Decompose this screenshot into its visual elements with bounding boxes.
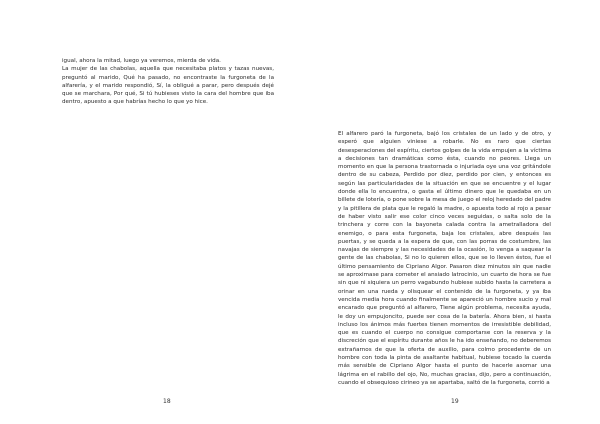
page-number: 18 [163,398,171,405]
paragraph: igual, ahora la mitad, luego ya veremos, mierda de vida. [62,58,221,64]
paragraph: La mujer de las chabolas, aquella que necesitaba platos y tazas nuevas, preguntó al marido, Qué ha pasado, no encontraste la furgoneta de la alfarería, y el marido respondió, Sí, la obligué a parar, pero después dejé que se marchara, Por qué, Si tú hubieses visto la cara del hombre que iba dentro, apuesto a que habrías hecho lo que yo hice. [62,66,274,106]
page-number: 19 [451,398,459,405]
right-page-text [338,130,551,387]
right-page [300,0,600,424]
paragraph: El alfarero paró la furgoneta, bajó los cristales de un lado y de otro, y esperó que alguien viniese a robarle. No es raro que ciertas desesperaciones del espíritu, ciertos golpes de la vida empujen a la víctima a decisiones tan dramáticas como ésta, cuando no peores. Llega un momento en que la persona trastornada o injuriada oye una voz gritándole dentro de su cabeza, Perdido por diez, perdido por cien, y entonces es según las particularidades de la situación en que se encuentre y el lugar donde ella lo encuentra, o gasta el último dinero que le quedaba en un billete de lotería, o pone sobre la mesa de juego el reloj heredado del padre y la pitillera de plata que le regaló la madre, o apuesta todo al rojo a pesar de haber visto salir ese color cinco veces seguidas, o salta solo de la trinchera y corre con la bayoneta calada contra la ametralladora del enemigo, o para esta furgoneta, baja los cristales, abre después las puertas, y se queda a la espera de que, con las porras de costumbre, las navajas de siempre y las necesidades de la ocasión, lo venga a saquear la gente de las chabolas, Si no lo quieren ellos, que se lo lleven éstos, fue el último pensamiento de Cipriano Algor. Pasaron diez minutos sin que nadie se aproximase para cometer el ansiado latrocinio, un cuarto de hora se fue sin que ni siquiera un perro vagabundo hubiese subido hasta la carretera a orinar en una rueda y olisquear el contenido de la furgoneta, y ya iba vencida media hora cuando finalmente se apareció un hombre sucio y mal encarado que preguntó al alfarero, Tiene algún problema, necesita ayuda, le doy un empujoncito, puede ser cosa de la batería. Ahora bien, si hasta incluso los ánimos más fuertes tienen momentos de irresistible debilidad, que es cuando el cuerpo no consigue comportarse con la reserva y la discreción que el espíritu durante años le ha ido enseñando, no deberemos extrañarnos de que la oferta de auxilio, para colmo procedente de un hombre con toda la pinta de asaltante habitual, hubiese tocado la cuerda más sensible de Cipriano Algor hasta el punto de hacerle asomar una lágrima en el rabillo del ojo, No, muchas gracias, dijo, pero a continuación, cuando el obsequioso cirineo ya se apartaba, saltó de la furgoneta, corrió a [338,131,551,386]
left-page-text [62,57,274,107]
